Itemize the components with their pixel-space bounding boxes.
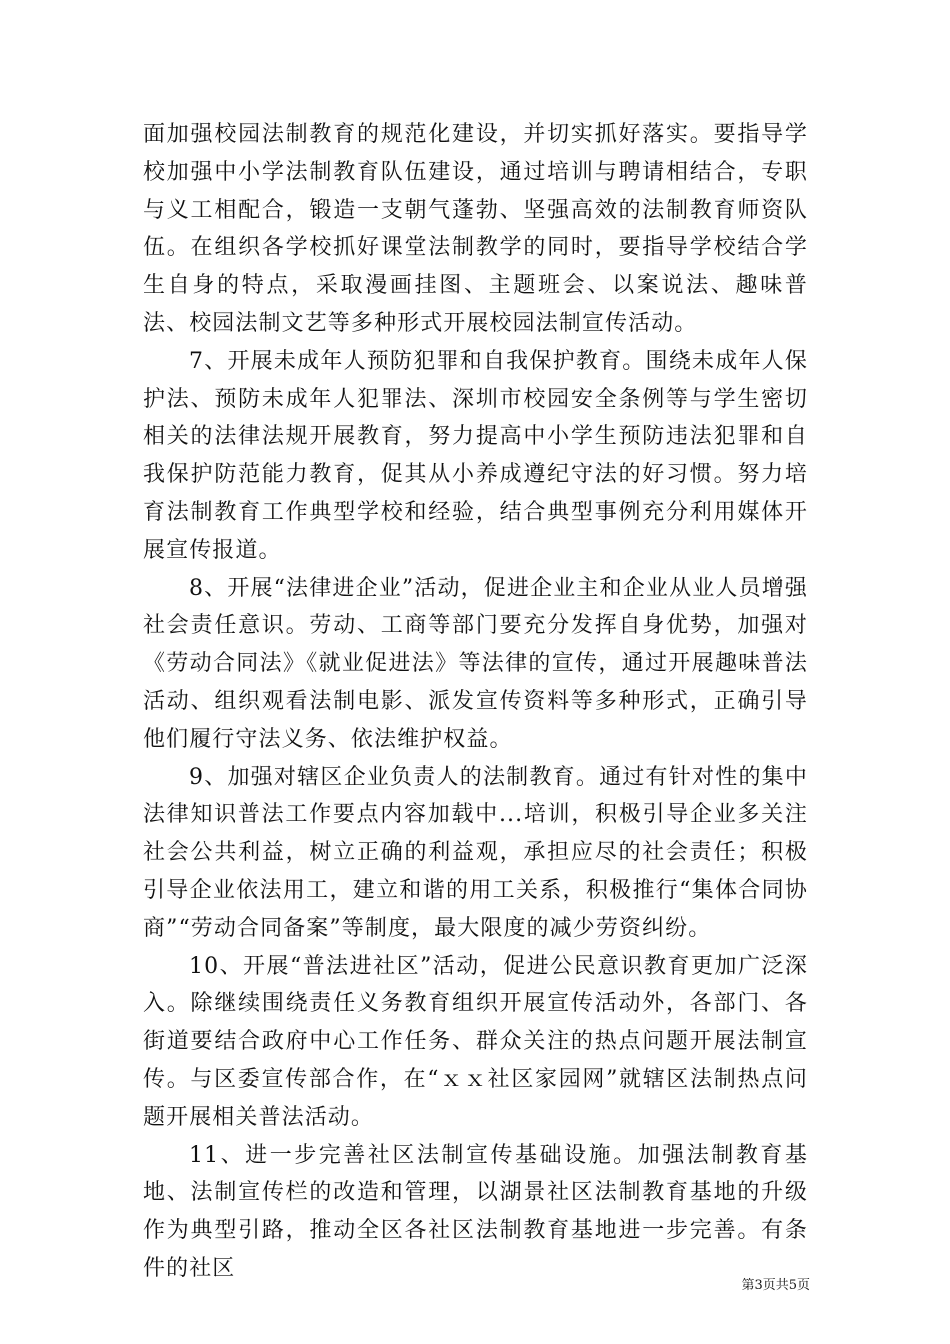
page-number: 第3页共5页 <box>741 1278 810 1293</box>
paragraph-item-7: 7、开展未成年人预防犯罪和自我保护教育。围绕未成年人保护法、预防未成年人犯罪法、深圳市校园安全条例等与学生密切相关的法律法规开展教育，努力提高中小学生预防违法犯罪和自我保护防范能力教育，促其从小养成遵纪守法的好习惯。努力培育法制教育工作典型学校和经验，结合典型事例充分利用媒体开展宣传报道。 <box>143 348 808 563</box>
paragraph-item-8: 8、开展“法律进企业”活动，促进企业主和企业从业人员增强社会责任意识。劳动、工商等部门要充分发挥自身优势，加强对《劳动合同法》《就业促进法》等法律的宣传，通过开展趣味普法活动、组织观看法制电影、派发宣传资料等多种形式，正确引导他们履行守法义务、依法维护权益。 <box>143 575 808 752</box>
document-body <box>143 116 808 1288</box>
paragraph-continuation: 面加强校园法制教育的规范化建设，并切实抓好落实。要指导学校加强中小学法制教育队伍建设，通过培训与聘请相结合，专职与义工相配合，锻造一支朝气蓬勃、坚强高效的法制教育师资队伍。在组织各学校抓好课堂法制教学的同时，要指导学校结合学生自身的特点，采取漫画挂图、主题班会、以案说法、趣味普法、校园法制文艺等多种形式开展校园法制宣传活动。 <box>143 122 808 336</box>
paragraph-item-10: 10、开展“普法进社区”活动，促进公民意识教育更加广泛深入。除继续围绕责任义务教育组织开展宣传活动外，各部门、各街道要结合政府中心工作任务、群众关注的热点问题开展法制宣传。与区委宣传部合作，在“ｘｘ社区家园网”就辖区法制热点问题开展相关普法活动。 <box>143 953 808 1130</box>
paragraph-item-11: 11、进一步完善社区法制宣传基础设施。加强法制教育基地、法制宣传栏的改造和管理，以湖景社区法制教育基地的升级作为典型引路，推动全区各社区法制教育基地进一步完善。有条件的社区 <box>143 1142 808 1281</box>
paragraph-item-9: 9、加强对辖区企业负责人的法制教育。通过有针对性的集中法律知识普法工作要点内容加载中...培训，积极引导企业多关注社会公共利益，树立正确的利益观，承担应尽的社会责任；积极引导企业依法用工，建立和谐的用工关系，积极推行“集体合同协商”“劳动合同备案”等制度，最大限度的减少劳资纠纷。 <box>143 764 808 941</box>
